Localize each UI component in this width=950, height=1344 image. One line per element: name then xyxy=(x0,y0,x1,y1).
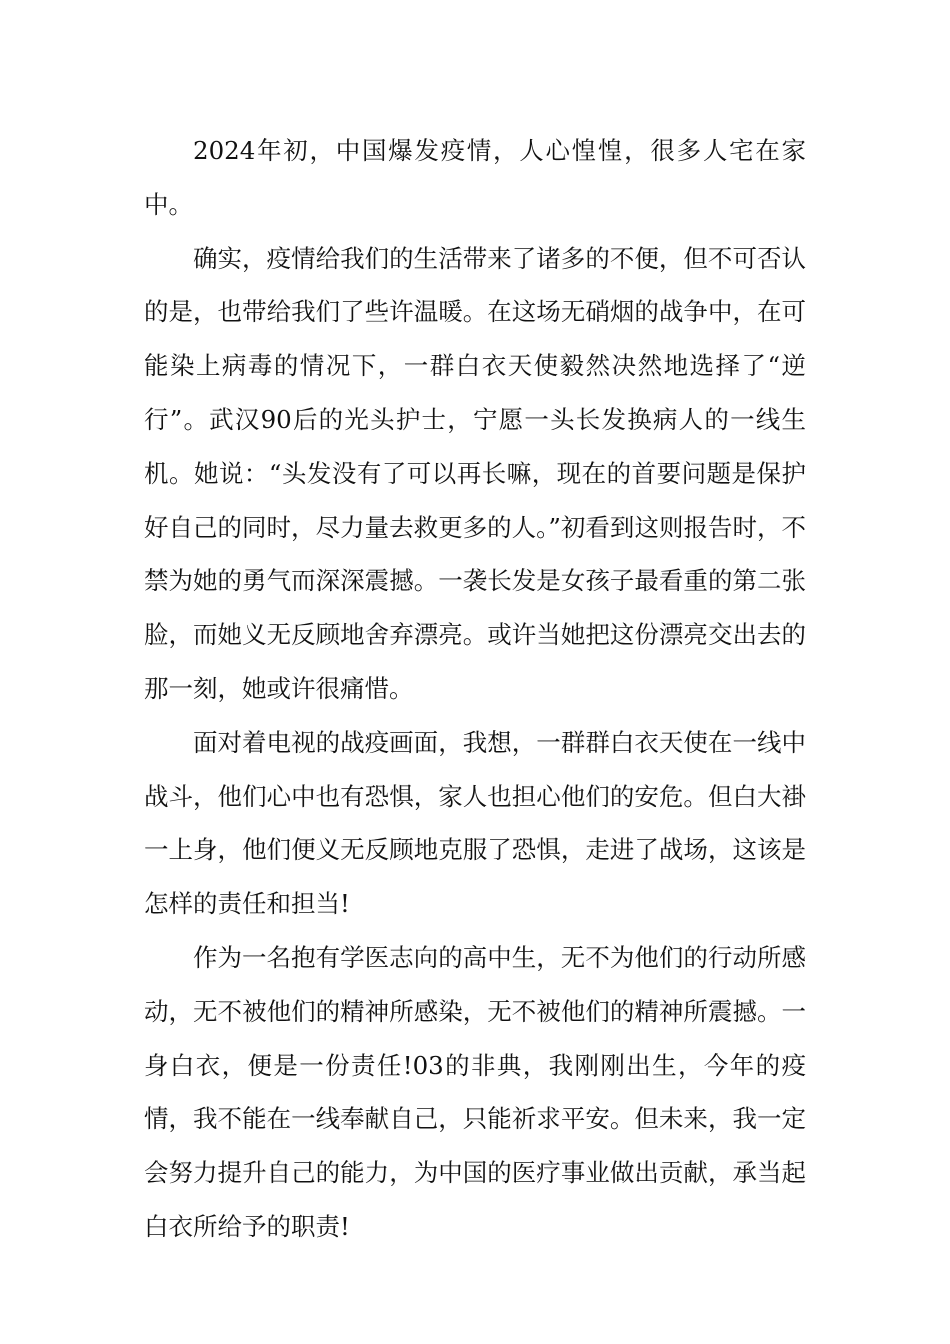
paragraph-2: 确实，疫情给我们的生活带来了诸多的不便，但不可否认的是，也带给我们了些许温暖。在这场无硝烟的战争中，在可能染上病毒的情况下，一群白衣天使毅然决然地选择了“逆行”。武汉90后的光头护士，宁愿一头长发换病人的一线生机。她说：“头发没有了可以再长嘛，现在的首要问题是保护好自己的同时，尽力量去救更多的人。”初看到这则报告时，不禁为她的勇气而深深震撼。一袭长发是女孩子最看重的第二张脸，而她义无反顾地舍弃漂亮。或许当她把这份漂亮交出去的那一刻，她或许很痛惜。 xyxy=(144,243,806,703)
paragraph-4: 作为一名抱有学医志向的高中生，无不为他们的行动所感动，无不被他们的精神所感染，无不被他们的精神所震撼。一身白衣，便是一份责任!03的非典，我刚刚出生，今年的疫情，我不能在一线奉献自己，只能祈求平安。但未来，我一定会努力提升自己的能力，为中国的医疗事业做出贡献，承当起白衣所给予的职责! xyxy=(144,942,806,1241)
document-body xyxy=(144,124,806,1254)
paragraph-3: 面对着电视的战疫画面，我想，一群群白衣天使在一线中战斗，他们心中也有恐惧，家人也担心他们的安危。但白大褂一上身，他们便义无反顾地克服了恐惧，走进了战场，这该是怎样的责任和担当! xyxy=(144,727,806,919)
paragraph-1: 2024年初，中国爆发疫情，人心惶惶，很多人宅在家中。 xyxy=(144,136,806,219)
